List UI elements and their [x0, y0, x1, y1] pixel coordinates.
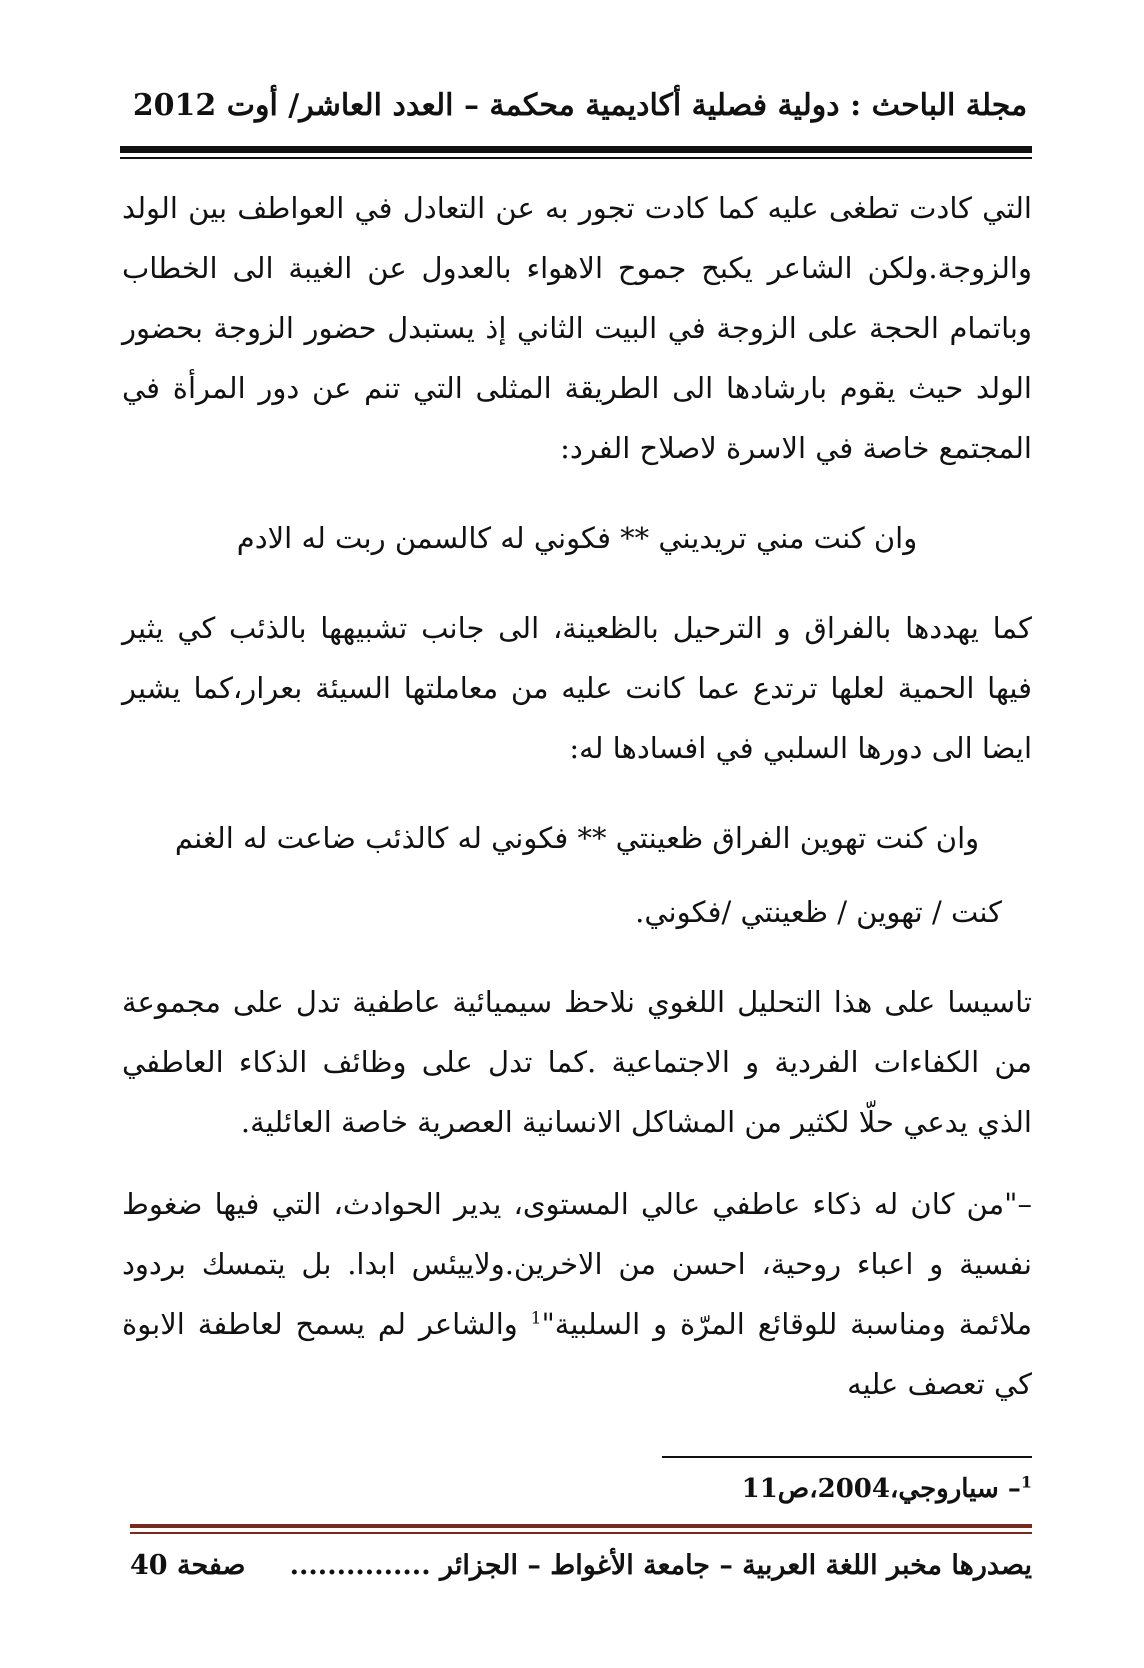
- paragraph-4: [122, 1174, 1032, 1414]
- header-rule-thick: [120, 146, 1032, 153]
- footer-rule-thick: [130, 1524, 1032, 1528]
- header-rule-thin: [120, 157, 1032, 159]
- footnote-text: – سياروجي،2004،ص11: [741, 1474, 1021, 1504]
- paragraph-3: تاسيسا على هذا التحليل اللغوي نلاحظ سيميائية عاطفية تدل على مجموعة من الكفاءات الفردية و الاجتماعية .كما تدل على وظائف الذكاء العاطفي الذي يدعي حلّا لكثير من المشاكل الانسانية العصرية خاصة العائلية.: [122, 985, 1032, 1139]
- word-list: كنت / تهوين / ظعينتي /فكوني.: [635, 895, 1002, 929]
- verse-2: وان كنت تهوين الفراق ظعينتي ** فكوني له كالذئب ضاعت له الغنم: [174, 821, 980, 855]
- paragraph-1: التي كادت تطغى عليه كما كادت تجور به عن التعادل في العواطف بين الولد والزوجة.ولكن الشاعر يكبح جموح الاهواء بالعدول عن الغيبة الى الخطاب وباتمام الحجة على الزوجة في البيت الثاني إذ يستبدل حضور الزوجة بحضور الولد حيث يقوم بارشادها الى الطريقة المثلى التي تنم عن دور المرأة في المجتمع خاصة في الاسرة لاصلاح الفرد:: [122, 191, 1032, 465]
- quote-text: –"من كان له ذكاء عاطفي عالي المستوى، يدير الحوادث، التي فيها ضغوط نفسية و اعباء روحية، احسن من الاخرين.ولاييئس ابدا. بل يتمسك بردود ملائمة ومناسبة للوقائع المرّة و السلبية": [122, 1187, 1032, 1341]
- footnote-separator: [662, 1456, 1032, 1458]
- footnote: [742, 1474, 1032, 1504]
- page-number: صفحة 40: [130, 1550, 246, 1581]
- footnote-number: 1: [1020, 1472, 1032, 1492]
- paragraph-2: كما يهددها بالفراق و الترحيل بالظعينة، الى جانب تشبيهها بالذئب كي يثير فيها الحمية لعلها ترتدع عما كانت عليه من معاملتها السيئة بعرار،كما يشير ايضا الى دورها السلبي في افسادها له:: [122, 611, 1032, 765]
- footnote-reference[interactable]: 1: [530, 1308, 542, 1329]
- footer-publisher: يصدرها مخبر اللغة العربية – جامعة الأغواط – الجزائر ...............: [289, 1550, 1032, 1581]
- verse-1: وان كنت مني تريديني ** فكوني له كالسمن ربت له الادم: [236, 521, 918, 555]
- journal-year: 2012: [132, 88, 217, 123]
- footer-rule-thin: [130, 1532, 1032, 1534]
- journal-header: [120, 88, 1040, 123]
- journal-title: مجلة الباحث : دولية فصلية أكاديمية محكمة – العدد العاشر/ أوت: [226, 88, 1028, 123]
- paragraph-4-end: والشاعر لم يسمح لعاطفة الابوة كي تعصف عليه: [122, 1307, 1032, 1401]
- article-body: [122, 178, 1032, 1414]
